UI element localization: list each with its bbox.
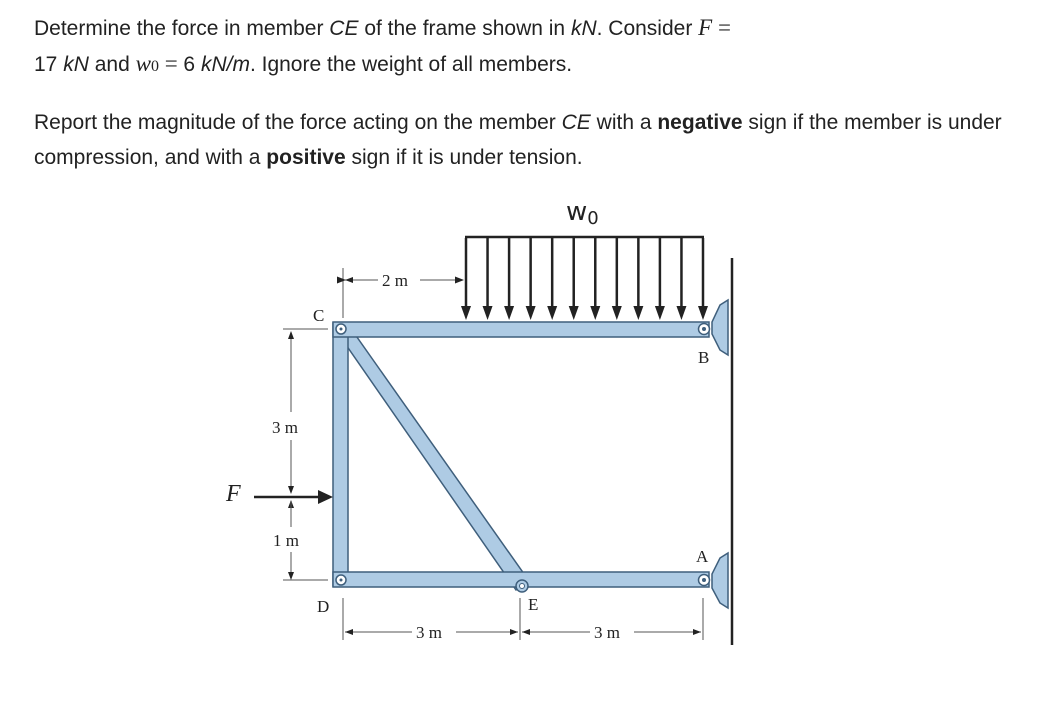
load-arrow-head xyxy=(461,306,471,320)
pin-C xyxy=(336,324,346,334)
load-arrow-head xyxy=(526,306,536,320)
pin-bracket-B xyxy=(712,300,728,355)
dimension-bottom xyxy=(343,598,703,640)
force-label: F xyxy=(226,481,241,507)
load-arrow-head xyxy=(547,306,557,320)
load-arrow-head xyxy=(676,306,686,320)
pin-D xyxy=(336,575,346,585)
load-arrow-head xyxy=(655,306,665,320)
member-CD xyxy=(333,323,348,586)
load-arrow-head xyxy=(569,306,579,320)
reporting-instruction: Report the magnitude of the force acting on the member CE with a negative sign if the member is under compression, and with a positive sign if it is under tension. xyxy=(34,111,1002,169)
load-label: w0 xyxy=(566,197,599,229)
joint-label-D: D xyxy=(317,597,330,616)
dim-left-lower-label: 1 m xyxy=(273,531,299,550)
load-arrow-head xyxy=(504,306,514,320)
problem-statement: Determine the force in member CE of the frame shown in kN. Consider F = 17 kN and w0 = 6 kN/m. Ignore the weight of all members. xyxy=(34,15,731,76)
joint-label-E: E xyxy=(528,595,539,614)
load-arrow-head xyxy=(698,306,708,320)
pin-bracket-A xyxy=(712,553,728,608)
joint-label-C: C xyxy=(313,306,325,325)
load-arrow-head xyxy=(590,306,600,320)
load-arrow-head xyxy=(612,306,622,320)
load-arrow-head xyxy=(483,306,493,320)
dim-bottom-left-label: 3 m xyxy=(416,623,442,642)
pin-B xyxy=(699,324,710,335)
member-CE xyxy=(335,323,529,590)
pin-E xyxy=(516,580,528,592)
joint-label-A: A xyxy=(696,547,709,566)
dim-top-label: 2 m xyxy=(382,271,408,290)
dim-left-upper-label: 3 m xyxy=(272,418,298,437)
applied-force-F xyxy=(254,490,333,504)
load-arrow-head xyxy=(633,306,643,320)
dim-bottom-right-label: 3 m xyxy=(594,623,620,642)
member-CB xyxy=(333,322,709,337)
distributed-load xyxy=(461,237,708,320)
pin-A xyxy=(699,575,710,586)
joint-label-B: B xyxy=(698,348,710,367)
